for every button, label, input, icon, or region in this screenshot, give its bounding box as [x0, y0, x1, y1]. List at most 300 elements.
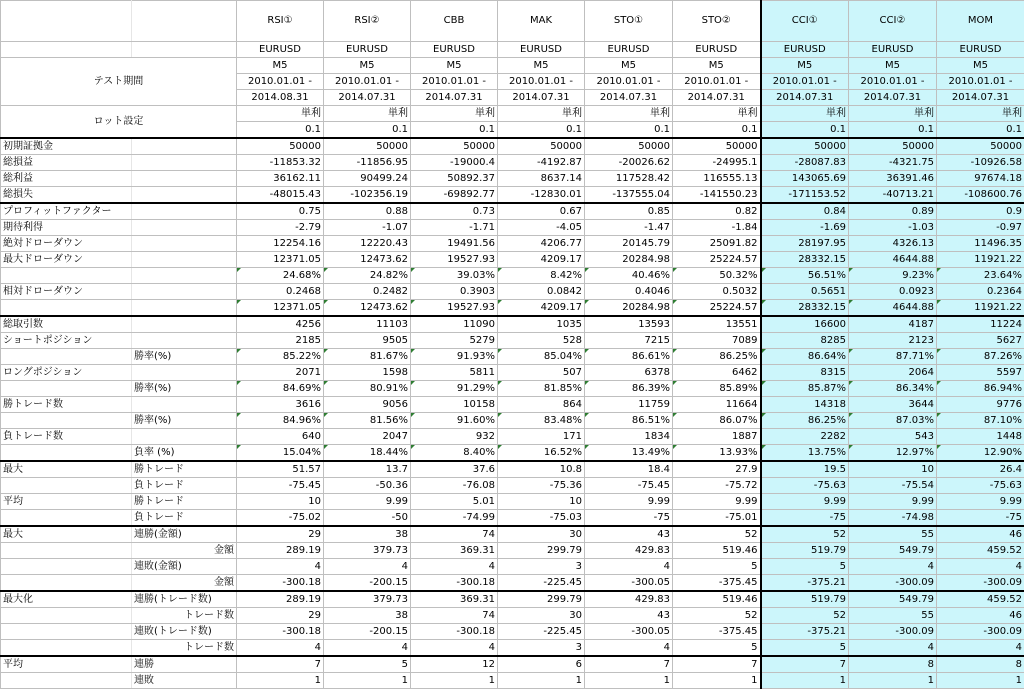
value-cell[interactable]: 13593	[585, 316, 673, 333]
value-cell[interactable]: 37.6	[411, 461, 498, 478]
value-cell[interactable]: 116555.13	[673, 171, 761, 187]
value-cell[interactable]: 28332.15	[761, 300, 849, 317]
row-sublabel[interactable]: 連敗(金額)	[132, 559, 237, 575]
value-cell[interactable]: 1887	[673, 429, 761, 445]
row-sublabel[interactable]	[132, 203, 237, 220]
row-label[interactable]	[1, 381, 132, 397]
value-cell[interactable]: 10	[237, 494, 324, 510]
lot-mode[interactable]: 単利	[498, 106, 585, 122]
row-label[interactable]	[1, 608, 132, 624]
value-cell[interactable]: -300.09	[849, 575, 937, 592]
value-cell[interactable]: -300.18	[237, 624, 324, 640]
row-label[interactable]	[1, 543, 132, 559]
value-cell[interactable]: 1598	[324, 365, 411, 381]
value-cell[interactable]: 13.49%	[585, 445, 673, 462]
value-cell[interactable]: 1	[937, 673, 1024, 689]
value-cell[interactable]: -0.97	[937, 220, 1024, 236]
strategy-name[interactable]: STO②	[673, 1, 761, 42]
value-cell[interactable]: -4192.87	[498, 155, 585, 171]
value-cell[interactable]: 11759	[585, 397, 673, 413]
period-end[interactable]: 2014.07.31	[324, 90, 411, 106]
value-cell[interactable]: 18.4	[585, 461, 673, 478]
value-cell[interactable]: 50000	[585, 138, 673, 155]
value-cell[interactable]: 0.73	[411, 203, 498, 220]
currency-pair[interactable]: EURUSD	[849, 42, 937, 58]
value-cell[interactable]: 46	[937, 608, 1024, 624]
row-label[interactable]	[1, 640, 132, 657]
timeframe[interactable]: M5	[498, 58, 585, 74]
value-cell[interactable]: 86.64%	[761, 349, 849, 365]
row-label[interactable]: 負トレード数	[1, 429, 132, 445]
value-cell[interactable]: 10.8	[498, 461, 585, 478]
value-cell[interactable]: 25224.57	[673, 252, 761, 268]
value-cell[interactable]: 5627	[937, 333, 1024, 349]
row-sublabel[interactable]	[132, 429, 237, 445]
lot-size[interactable]: 0.1	[761, 122, 849, 139]
value-cell[interactable]: 25224.57	[673, 300, 761, 317]
value-cell[interactable]: 86.51%	[585, 413, 673, 429]
period-start[interactable]: 2010.01.01 -	[937, 74, 1024, 90]
value-cell[interactable]: 1	[324, 673, 411, 689]
value-cell[interactable]: 6	[498, 656, 585, 673]
value-cell[interactable]: 39.03%	[411, 268, 498, 284]
value-cell[interactable]: 38	[324, 608, 411, 624]
value-cell[interactable]: -75	[761, 510, 849, 527]
value-cell[interactable]: 11921.22	[937, 252, 1024, 268]
value-cell[interactable]: 4	[937, 559, 1024, 575]
timeframe[interactable]: M5	[849, 58, 937, 74]
value-cell[interactable]: 5	[761, 559, 849, 575]
value-cell[interactable]: -1.07	[324, 220, 411, 236]
value-cell[interactable]: 171	[498, 429, 585, 445]
strategy-name[interactable]: MOM	[937, 1, 1024, 42]
row-sublabel[interactable]: 連敗	[132, 673, 237, 689]
value-cell[interactable]: 864	[498, 397, 585, 413]
row-label[interactable]: 最大化	[1, 591, 132, 608]
value-cell[interactable]: 3	[498, 640, 585, 657]
value-cell[interactable]: 87.26%	[937, 349, 1024, 365]
value-cell[interactable]: 50000	[761, 138, 849, 155]
value-cell[interactable]: 4	[324, 640, 411, 657]
value-cell[interactable]: 81.56%	[324, 413, 411, 429]
period-end[interactable]: 2014.07.31	[849, 90, 937, 106]
value-cell[interactable]: 50000	[411, 138, 498, 155]
period-start[interactable]: 2010.01.01 -	[237, 74, 324, 90]
value-cell[interactable]: 30	[498, 526, 585, 543]
row-sublabel[interactable]	[132, 284, 237, 300]
value-cell[interactable]: 2047	[324, 429, 411, 445]
value-cell[interactable]: 519.46	[673, 591, 761, 608]
row-label[interactable]: 相対ドローダウン	[1, 284, 132, 300]
timeframe[interactable]: M5	[761, 58, 849, 74]
value-cell[interactable]: 12371.05	[237, 300, 324, 317]
value-cell[interactable]: -75.45	[585, 478, 673, 494]
value-cell[interactable]: 1	[237, 673, 324, 689]
value-cell[interactable]: 7	[585, 656, 673, 673]
value-cell[interactable]: 52	[761, 526, 849, 543]
value-cell[interactable]: 20284.98	[585, 252, 673, 268]
value-cell[interactable]: -1.69	[761, 220, 849, 236]
value-cell[interactable]: -76.08	[411, 478, 498, 494]
row-sublabel[interactable]	[132, 155, 237, 171]
row-label[interactable]: 総損失	[1, 187, 132, 204]
value-cell[interactable]: 24.68%	[237, 268, 324, 284]
strategy-name[interactable]: CCI②	[849, 1, 937, 42]
value-cell[interactable]: 13.75%	[761, 445, 849, 462]
lot-size[interactable]: 0.1	[585, 122, 673, 139]
period-start[interactable]: 2010.01.01 -	[324, 74, 411, 90]
row-sublabel[interactable]: 連敗(トレード数)	[132, 624, 237, 640]
value-cell[interactable]: 8	[849, 656, 937, 673]
value-cell[interactable]: 85.04%	[498, 349, 585, 365]
value-cell[interactable]: 85.87%	[761, 381, 849, 397]
value-cell[interactable]: 5279	[411, 333, 498, 349]
value-cell[interactable]: 10	[498, 494, 585, 510]
value-cell[interactable]: 8.40%	[411, 445, 498, 462]
period-end[interactable]: 2014.07.31	[761, 90, 849, 106]
value-cell[interactable]: -300.18	[411, 575, 498, 592]
value-cell[interactable]: -137555.04	[585, 187, 673, 204]
value-cell[interactable]: 507	[498, 365, 585, 381]
value-cell[interactable]: 52	[761, 608, 849, 624]
row-sublabel[interactable]	[132, 316, 237, 333]
value-cell[interactable]: 9056	[324, 397, 411, 413]
value-cell[interactable]: 87.71%	[849, 349, 937, 365]
currency-pair[interactable]: EURUSD	[761, 42, 849, 58]
period-start[interactable]: 2010.01.01 -	[498, 74, 585, 90]
value-cell[interactable]: 90499.24	[324, 171, 411, 187]
value-cell[interactable]: -171153.52	[761, 187, 849, 204]
value-cell[interactable]: 8637.14	[498, 171, 585, 187]
value-cell[interactable]: 9.99	[849, 494, 937, 510]
value-cell[interactable]: -74.98	[849, 510, 937, 527]
value-cell[interactable]: 5	[673, 640, 761, 657]
value-cell[interactable]: 84.69%	[237, 381, 324, 397]
value-cell[interactable]: 459.52	[937, 543, 1024, 559]
value-cell[interactable]: 28332.15	[761, 252, 849, 268]
value-cell[interactable]: 299.79	[498, 543, 585, 559]
value-cell[interactable]: 0.2468	[237, 284, 324, 300]
header-corner-cell[interactable]	[1, 1, 132, 42]
value-cell[interactable]: 0.9	[937, 203, 1024, 220]
lot-mode[interactable]: 単利	[324, 106, 411, 122]
value-cell[interactable]: 2123	[849, 333, 937, 349]
value-cell[interactable]: -300.18	[237, 575, 324, 592]
value-cell[interactable]: 38	[324, 526, 411, 543]
value-cell[interactable]: 14318	[761, 397, 849, 413]
row-sublabel[interactable]	[132, 252, 237, 268]
row-sublabel[interactable]: 負トレード	[132, 510, 237, 527]
value-cell[interactable]: -300.09	[849, 624, 937, 640]
value-cell[interactable]: 0.2482	[324, 284, 411, 300]
row-label[interactable]: 最大	[1, 526, 132, 543]
timeframe[interactable]: M5	[411, 58, 498, 74]
value-cell[interactable]: 0.82	[673, 203, 761, 220]
value-cell[interactable]: 9.99	[673, 494, 761, 510]
row-label[interactable]	[1, 349, 132, 365]
value-cell[interactable]: 86.25%	[761, 413, 849, 429]
value-cell[interactable]: -10926.58	[937, 155, 1024, 171]
value-cell[interactable]: 640	[237, 429, 324, 445]
value-cell[interactable]: 2071	[237, 365, 324, 381]
blank-cell[interactable]	[1, 42, 132, 58]
value-cell[interactable]: 86.39%	[585, 381, 673, 397]
value-cell[interactable]: 0.89	[849, 203, 937, 220]
lot-mode[interactable]: 単利	[761, 106, 849, 122]
value-cell[interactable]: 50000	[937, 138, 1024, 155]
value-cell[interactable]: 24.82%	[324, 268, 411, 284]
lot-size[interactable]: 0.1	[937, 122, 1024, 139]
value-cell[interactable]: -75.03	[498, 510, 585, 527]
value-cell[interactable]: 1	[673, 673, 761, 689]
value-cell[interactable]: 3644	[849, 397, 937, 413]
value-cell[interactable]: 11103	[324, 316, 411, 333]
value-cell[interactable]: -75	[585, 510, 673, 527]
value-cell[interactable]: 12371.05	[237, 252, 324, 268]
value-cell[interactable]: -11853.32	[237, 155, 324, 171]
value-cell[interactable]: 4209.17	[498, 252, 585, 268]
value-cell[interactable]: 83.48%	[498, 413, 585, 429]
row-sublabel[interactable]: 負率 (%)	[132, 445, 237, 462]
row-sublabel[interactable]	[132, 397, 237, 413]
value-cell[interactable]: 55	[849, 608, 937, 624]
row-sublabel[interactable]	[132, 138, 237, 155]
value-cell[interactable]: 9776	[937, 397, 1024, 413]
row-label[interactable]: 期待利得	[1, 220, 132, 236]
value-cell[interactable]: 8.42%	[498, 268, 585, 284]
value-cell[interactable]: 74	[411, 608, 498, 624]
value-cell[interactable]: -141550.23	[673, 187, 761, 204]
row-sublabel[interactable]: 連勝(金額)	[132, 526, 237, 543]
value-cell[interactable]: -75.01	[673, 510, 761, 527]
currency-pair[interactable]: EURUSD	[411, 42, 498, 58]
value-cell[interactable]: 40.46%	[585, 268, 673, 284]
value-cell[interactable]: 85.22%	[237, 349, 324, 365]
lot-size[interactable]: 0.1	[237, 122, 324, 139]
value-cell[interactable]: 459.52	[937, 591, 1024, 608]
value-cell[interactable]: -300.05	[585, 575, 673, 592]
value-cell[interactable]: -300.09	[937, 624, 1024, 640]
value-cell[interactable]: 0.5032	[673, 284, 761, 300]
value-cell[interactable]: 11496.35	[937, 236, 1024, 252]
period-start[interactable]: 2010.01.01 -	[411, 74, 498, 90]
value-cell[interactable]: -50.36	[324, 478, 411, 494]
row-label[interactable]: 最大ドローダウン	[1, 252, 132, 268]
row-label[interactable]	[1, 559, 132, 575]
value-cell[interactable]: 81.85%	[498, 381, 585, 397]
value-cell[interactable]: -12830.01	[498, 187, 585, 204]
strategy-name[interactable]: CBB	[411, 1, 498, 42]
value-cell[interactable]: 20284.98	[585, 300, 673, 317]
row-label[interactable]: プロフィットファクター	[1, 203, 132, 220]
value-cell[interactable]: 2064	[849, 365, 937, 381]
strategy-name[interactable]: STO①	[585, 1, 673, 42]
row-label[interactable]: ロングポジション	[1, 365, 132, 381]
value-cell[interactable]: -50	[324, 510, 411, 527]
value-cell[interactable]: 0.85	[585, 203, 673, 220]
value-cell[interactable]: -24995.1	[673, 155, 761, 171]
row-sublabel[interactable]: 金額	[132, 575, 237, 592]
row-sublabel[interactable]: 勝トレード	[132, 494, 237, 510]
value-cell[interactable]: -375.21	[761, 575, 849, 592]
value-cell[interactable]: -75.36	[498, 478, 585, 494]
currency-pair[interactable]: EURUSD	[585, 42, 673, 58]
row-sublabel[interactable]: 連勝	[132, 656, 237, 673]
row-label[interactable]: 平均	[1, 494, 132, 510]
value-cell[interactable]: 4	[585, 640, 673, 657]
value-cell[interactable]: -2.79	[237, 220, 324, 236]
value-cell[interactable]: 87.03%	[849, 413, 937, 429]
value-cell[interactable]: 10158	[411, 397, 498, 413]
value-cell[interactable]: -200.15	[324, 575, 411, 592]
row-label[interactable]	[1, 413, 132, 429]
period-start[interactable]: 2010.01.01 -	[673, 74, 761, 90]
timeframe[interactable]: M5	[937, 58, 1024, 74]
value-cell[interactable]: 2282	[761, 429, 849, 445]
value-cell[interactable]: 4	[849, 559, 937, 575]
row-sublabel[interactable]: 勝率(%)	[132, 349, 237, 365]
value-cell[interactable]: 429.83	[585, 543, 673, 559]
value-cell[interactable]: -102356.19	[324, 187, 411, 204]
timeframe[interactable]: M5	[673, 58, 761, 74]
value-cell[interactable]: -4321.75	[849, 155, 937, 171]
row-label[interactable]: 総損益	[1, 155, 132, 171]
row-label[interactable]	[1, 575, 132, 592]
value-cell[interactable]: 379.73	[324, 543, 411, 559]
value-cell[interactable]: 543	[849, 429, 937, 445]
value-cell[interactable]: 19.5	[761, 461, 849, 478]
value-cell[interactable]: 2185	[237, 333, 324, 349]
value-cell[interactable]: -300.05	[585, 624, 673, 640]
value-cell[interactable]: 429.83	[585, 591, 673, 608]
value-cell[interactable]: 4326.13	[849, 236, 937, 252]
value-cell[interactable]: 0.84	[761, 203, 849, 220]
value-cell[interactable]: 84.96%	[237, 413, 324, 429]
value-cell[interactable]: 29	[237, 526, 324, 543]
row-label[interactable]	[1, 268, 132, 284]
value-cell[interactable]: 74	[411, 526, 498, 543]
lot-mode[interactable]: 単利	[673, 106, 761, 122]
currency-pair[interactable]: EURUSD	[673, 42, 761, 58]
value-cell[interactable]: 4	[849, 640, 937, 657]
value-cell[interactable]: -1.03	[849, 220, 937, 236]
value-cell[interactable]: 4209.17	[498, 300, 585, 317]
value-cell[interactable]: 4256	[237, 316, 324, 333]
timeframe[interactable]: M5	[585, 58, 673, 74]
value-cell[interactable]: 7	[761, 656, 849, 673]
lot-size[interactable]: 0.1	[498, 122, 585, 139]
value-cell[interactable]: 4206.77	[498, 236, 585, 252]
value-cell[interactable]: -1.84	[673, 220, 761, 236]
value-cell[interactable]: 11090	[411, 316, 498, 333]
period-end[interactable]: 2014.07.31	[937, 90, 1024, 106]
value-cell[interactable]: 1	[498, 673, 585, 689]
value-cell[interactable]: 25091.82	[673, 236, 761, 252]
value-cell[interactable]: 4187	[849, 316, 937, 333]
value-cell[interactable]: 50000	[498, 138, 585, 155]
value-cell[interactable]: 86.34%	[849, 381, 937, 397]
value-cell[interactable]: -1.47	[585, 220, 673, 236]
value-cell[interactable]: 86.25%	[673, 349, 761, 365]
value-cell[interactable]: -75.54	[849, 478, 937, 494]
value-cell[interactable]: 6462	[673, 365, 761, 381]
value-cell[interactable]: 26.4	[937, 461, 1024, 478]
currency-pair[interactable]: EURUSD	[937, 42, 1024, 58]
period-start[interactable]: 2010.01.01 -	[585, 74, 673, 90]
value-cell[interactable]: 12.97%	[849, 445, 937, 462]
period-end[interactable]: 2014.08.31	[237, 90, 324, 106]
value-cell[interactable]: 1035	[498, 316, 585, 333]
value-cell[interactable]: -20026.62	[585, 155, 673, 171]
value-cell[interactable]: 5	[324, 656, 411, 673]
value-cell[interactable]: 528	[498, 333, 585, 349]
value-cell[interactable]: -28087.83	[761, 155, 849, 171]
value-cell[interactable]: -300.18	[411, 624, 498, 640]
timeframe[interactable]: M5	[237, 58, 324, 74]
value-cell[interactable]: 50000	[849, 138, 937, 155]
value-cell[interactable]: 12473.62	[324, 300, 411, 317]
value-cell[interactable]: 11664	[673, 397, 761, 413]
value-cell[interactable]: 8315	[761, 365, 849, 381]
row-sublabel[interactable]	[132, 187, 237, 204]
value-cell[interactable]: -11856.95	[324, 155, 411, 171]
period-start[interactable]: 2010.01.01 -	[849, 74, 937, 90]
row-sublabel[interactable]	[132, 333, 237, 349]
row-sublabel[interactable]: 連勝(トレード数)	[132, 591, 237, 608]
value-cell[interactable]: 85.89%	[673, 381, 761, 397]
value-cell[interactable]: 4644.88	[849, 252, 937, 268]
value-cell[interactable]: 9505	[324, 333, 411, 349]
lot-size[interactable]: 0.1	[411, 122, 498, 139]
lot-size[interactable]: 0.1	[849, 122, 937, 139]
value-cell[interactable]: 46	[937, 526, 1024, 543]
lot-size[interactable]: 0.1	[324, 122, 411, 139]
value-cell[interactable]: 1448	[937, 429, 1024, 445]
value-cell[interactable]: 13.93%	[673, 445, 761, 462]
value-cell[interactable]: 7	[673, 656, 761, 673]
row-sublabel[interactable]	[132, 365, 237, 381]
value-cell[interactable]: 9.99	[324, 494, 411, 510]
value-cell[interactable]: 0.2364	[937, 284, 1024, 300]
row-label[interactable]: 勝トレード数	[1, 397, 132, 413]
value-cell[interactable]: 549.79	[849, 543, 937, 559]
strategy-name[interactable]: MAK	[498, 1, 585, 42]
lot-mode[interactable]: 単利	[585, 106, 673, 122]
value-cell[interactable]: 91.29%	[411, 381, 498, 397]
value-cell[interactable]: 549.79	[849, 591, 937, 608]
value-cell[interactable]: 9.99	[937, 494, 1024, 510]
value-cell[interactable]: 7215	[585, 333, 673, 349]
value-cell[interactable]: 12	[411, 656, 498, 673]
value-cell[interactable]: -225.45	[498, 575, 585, 592]
value-cell[interactable]: 4	[237, 559, 324, 575]
value-cell[interactable]: 91.60%	[411, 413, 498, 429]
period-end[interactable]: 2014.07.31	[411, 90, 498, 106]
value-cell[interactable]: 3616	[237, 397, 324, 413]
strategy-name[interactable]: RSI①	[237, 1, 324, 42]
value-cell[interactable]: 7089	[673, 333, 761, 349]
value-cell[interactable]: -375.45	[673, 624, 761, 640]
value-cell[interactable]: 932	[411, 429, 498, 445]
row-sublabel[interactable]: トレード数	[132, 608, 237, 624]
value-cell[interactable]: 52	[673, 608, 761, 624]
value-cell[interactable]: -300.09	[937, 575, 1024, 592]
value-cell[interactable]: 4	[411, 559, 498, 575]
value-cell[interactable]: 519.79	[761, 543, 849, 559]
value-cell[interactable]: 50.32%	[673, 268, 761, 284]
row-sublabel[interactable]	[132, 236, 237, 252]
value-cell[interactable]: -69892.77	[411, 187, 498, 204]
